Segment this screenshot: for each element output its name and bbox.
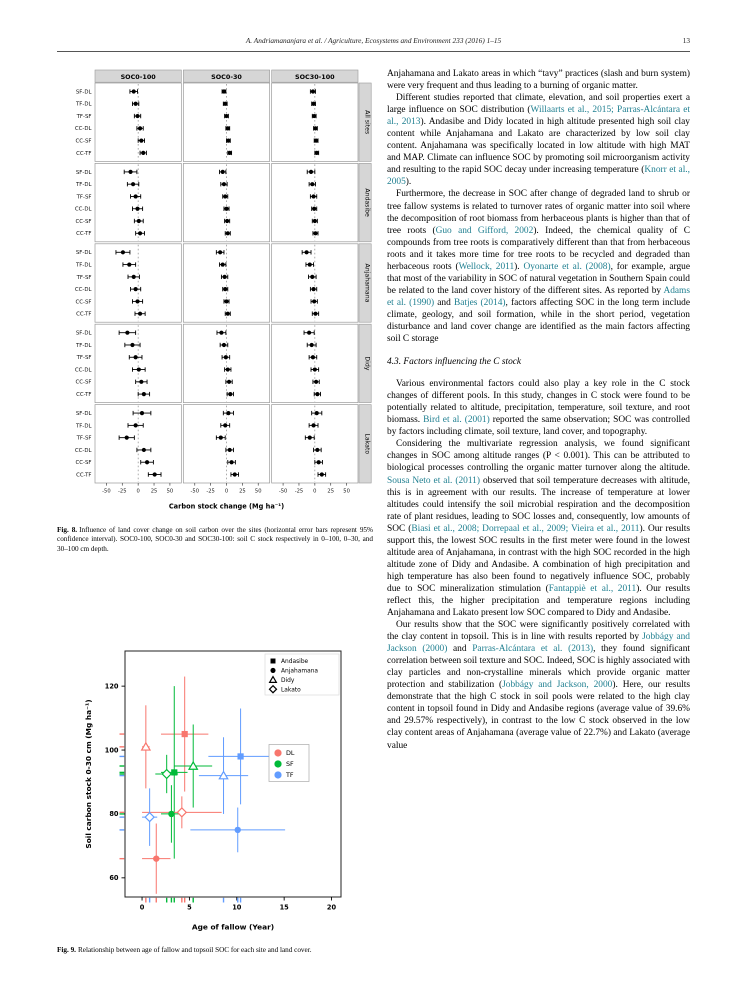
fig9-caption [57, 946, 373, 955]
svg-text:SF-DL: SF-DL [75, 250, 92, 257]
svg-text:TF: TF [286, 771, 294, 780]
fig8-caption [57, 526, 373, 554]
paragraph [387, 619, 690, 752]
svg-text:100: 100 [104, 746, 119, 755]
svg-text:0: 0 [136, 488, 140, 495]
svg-text:Anjahamana: Anjahamana [281, 668, 319, 675]
citation-link[interactable]: Biasi et al., 2008; Dorrepaal et al., 2009; Vieira et al., 2011 [411, 523, 640, 534]
svg-text:SF: SF [286, 760, 294, 769]
svg-text:20: 20 [326, 903, 337, 912]
text-run: ). Andasibe and Didy located in high altitude presented high soil clay content while Anjahamana and Lakato are characterized by low soil clay content. Anjahamana was specifically located in low altitude with high MAT and MAP. Climate can influence SOC by promoting soil microorganism activity and resulting to the rapid SOC decay under increasing temperature ( [387, 117, 690, 176]
svg-text:TF-DL: TF-DL [76, 182, 92, 189]
svg-text:25: 25 [239, 488, 246, 495]
svg-text:TF-DL: TF-DL [76, 342, 92, 349]
svg-text:TF-DL: TF-DL [76, 101, 92, 108]
citation-link[interactable]: Adams et al. (1990) [387, 285, 690, 308]
text-run: Considering the multivariate regression analysis, we found significant changes in SOC among altitude ranges (P < 0.001). This can be attributed to biological processes controlling the organic matter turnover along the altitude. [387, 439, 690, 474]
svg-text:SF-DL: SF-DL [75, 169, 92, 176]
text-run: , for example, argue that most of the variability in SOC of natural vegetation in Southern Spain could be related to the land cover history of the different sites. As reported by [387, 261, 690, 296]
svg-text:-25: -25 [294, 488, 304, 495]
svg-text:TF-DL: TF-DL [76, 262, 92, 269]
text-run: Different studies reported that climate, elevation, and soil properties exert a large influence on SOC distribution ( [387, 93, 690, 116]
svg-text:-25: -25 [118, 488, 127, 495]
svg-text:15: 15 [279, 903, 289, 912]
running-title: A. Andriamananjara et al. / Agriculture, Ecosystems and Environment 233 (2016) 1–15 [245, 36, 502, 45]
paragraph [387, 378, 690, 438]
citation-link[interactable]: Bird et al. (2001) [423, 415, 490, 426]
svg-text:50: 50 [166, 488, 174, 495]
citation-link[interactable]: Guo and Gifford, 2002 [435, 225, 534, 236]
fig9-caption-label: Fig. 9. [57, 946, 76, 955]
svg-text:25: 25 [150, 488, 158, 495]
svg-text:SF-DL: SF-DL [75, 411, 92, 417]
citation-link[interactable]: Wellock, 2011 [458, 261, 515, 272]
text-run: and [447, 644, 473, 655]
text-run: , they found significant correlation between soil texture and SOC. Indeed, SOC is highly associated with clay particles and non-crystalline minerals which provide organic matter protection and stabilization ( [387, 644, 690, 691]
citation-link[interactable]: Fantappiè et al., 2011 [548, 583, 637, 594]
svg-text:Lakato: Lakato [363, 433, 371, 455]
fig8-caption-text: Influence of land cover change on soil carbon over the sites (horizontal error bars represent 95% confidence interval). SOC0-100, SOC0-30 and SOC30-100: soil C stock respectively in 0–100, 0–30, and 30–100 cm depth. [57, 526, 373, 553]
text-run: ). Our results support this, the lowest SOC results in the first meter were found in the lowest altitude area of Anjahamana, in contrast with the high SOC recorded in the high altitude zone of Didy and Andasibe. A combination of high precipitation and high temperature has also been found to negatively influence SOC, probably due to SOC mineralization stimulation ( [387, 523, 690, 594]
svg-text:80: 80 [109, 810, 119, 819]
svg-text:CC-TF: CC-TF [76, 231, 92, 238]
svg-text:25: 25 [327, 488, 335, 495]
text-run: ). [514, 261, 524, 272]
svg-text:-25: -25 [206, 488, 215, 495]
svg-text:CC-TF: CC-TF [76, 311, 92, 318]
text-run: observed that soil temperature decreases with altitude, this is in agreement with our results. The increase of temperature at lower altitudes could intensify the soil microbial respiration and the decomposition rate of plant residues, leading to SOC losses and, consequently, low amounts of SOC ( [387, 475, 690, 534]
citation-link[interactable]: Jobbágy and Jackson (2000) [387, 632, 690, 655]
page-header [57, 36, 690, 52]
text-run: reported the same observation; SOC was controlled by factors including climate, soil texture, land cover, and topography. [387, 415, 690, 438]
svg-text:CC-DL: CC-DL [74, 367, 92, 374]
left-column [57, 68, 373, 956]
svg-text:5: 5 [187, 903, 192, 912]
svg-text:CC-TF: CC-TF [76, 392, 92, 398]
svg-text:CC-SF: CC-SF [75, 299, 92, 306]
text-run: Various environmental factors could also play a key role in the C stock changes of different pools. In this study, changes in C stock were found to be potentially related to altitude, precipitation, temperature, soil texture, and root biomass. [387, 379, 690, 426]
svg-text:CC-TF: CC-TF [76, 472, 92, 479]
fig9-chart-area [81, 642, 349, 939]
svg-text:0: 0 [139, 903, 145, 912]
svg-text:CC-SF: CC-SF [75, 460, 92, 467]
svg-text:Carbon stock change (Mg ha⁻¹): Carbon stock change (Mg ha⁻¹) [168, 502, 285, 511]
svg-text:All sites: All sites [363, 110, 371, 135]
citation-link[interactable]: Knorr et al., 2005 [387, 165, 690, 188]
paragraph [387, 188, 690, 345]
svg-text:CC-DL: CC-DL [74, 126, 92, 133]
svg-text:TF-DL: TF-DL [76, 423, 92, 430]
svg-text:-50: -50 [278, 488, 288, 495]
svg-text:CC-DL: CC-DL [74, 206, 92, 213]
svg-text:CC-DL: CC-DL [74, 287, 92, 294]
citation-link[interactable]: Oyonarte et al. (2008) [523, 261, 611, 272]
svg-text:120: 120 [104, 682, 119, 691]
svg-text:SOC30-100: SOC30-100 [295, 73, 335, 82]
svg-text:SOC0-30: SOC0-30 [211, 73, 242, 82]
svg-text:50: 50 [254, 488, 262, 495]
svg-text:0: 0 [224, 488, 229, 495]
citation-link[interactable]: Jobbágy and Jackson, 2000 [502, 680, 613, 691]
svg-text:TF-SF: TF-SF [76, 435, 92, 442]
svg-text:Andasibe: Andasibe [363, 188, 371, 217]
text-run: and [434, 297, 454, 308]
svg-text:Soil carbon stock 0-30 cm (Mg: Soil carbon stock 0-30 cm (Mg ha⁻¹) [84, 699, 93, 849]
svg-text:CC-SF: CC-SF [75, 218, 92, 225]
text-run: Our results show that the SOC were significantly positively correlated with the clay content in topsoil. This is in line with results reported by [387, 620, 690, 643]
section-heading: 4.3. Factors influencing the C stock [387, 357, 522, 368]
text-run: Anjahamana and Lakato areas in which “tavy” practices (slash and burn system) were very frequent and thus leading to a burning of organic matter. [387, 69, 690, 92]
svg-text:SF-DL: SF-DL [75, 89, 92, 96]
svg-text:Age of fallow (Year): Age of fallow (Year) [191, 922, 275, 932]
svg-text:Anjahamana: Anjahamana [363, 263, 371, 303]
paragraph [387, 438, 690, 619]
svg-text:Andasibe: Andasibe [281, 659, 309, 666]
svg-text:50: 50 [343, 488, 350, 495]
citation-link[interactable]: Willaarts et al., 2015; Parras-Alcántara et al., 2013 [387, 105, 690, 128]
text-run: ). [405, 177, 412, 188]
svg-text:CC-DL: CC-DL [74, 447, 92, 454]
svg-text:10: 10 [232, 903, 242, 912]
svg-text:Lakato: Lakato [281, 687, 301, 694]
citation-link[interactable]: Sousa Neto et al. (2011) [387, 475, 480, 486]
svg-text:TF-SF: TF-SF [76, 194, 92, 201]
page-number: 13 [682, 36, 690, 45]
paragraph [387, 92, 690, 188]
svg-text:0: 0 [313, 488, 317, 495]
two-column-layout [57, 68, 690, 956]
svg-text:CC-SF: CC-SF [75, 379, 92, 386]
fig8-forest-plot [57, 68, 373, 514]
svg-text:CC-TF: CC-TF [76, 150, 92, 157]
text-run: ). Our results reflect this, the higher precipitation and temperature regions including Anjahamana and Lakato present low SOC compared to Didy and Andasibe. [387, 583, 690, 619]
fig9-caption-text: Relationship between age of fallow and topsoil SOC for each site and land cover. [77, 946, 312, 955]
fig8-caption-label: Fig. 8. [57, 526, 78, 534]
text-run: ). Here, our results demonstrate that the high C stock in soil pools were related to the high clay content in topsoil found in Didy and Andasibe regions (average value of 39.6% and 29.57% respectively), in contrast to the low C stock observed in the low clay content areas of Anjahamana (average value of 22.7%) and Lakato (average value [387, 680, 691, 751]
text-run: , factors affecting SOC in the long term include climate, geology, and soil formation, while in the short period, vegetation disturbance and land cover change are identified as the main factors affecting soil C storage [387, 297, 690, 345]
text-run: Furthermore, the decrease in SOC after change of degraded land to shrub or tree fallow systems is related to turnover rates of organic matter into soil where the decomposition of root biomass from herbaceous plants is higher than that of tree roots ( [387, 189, 690, 236]
fig9-scatter-plot [81, 642, 349, 934]
svg-text:Didy: Didy [281, 678, 295, 685]
svg-text:SF-DL: SF-DL [75, 330, 92, 337]
citation-link[interactable]: Parras-Alcántara et al. (2013) [472, 644, 594, 655]
svg-text:TF-SF: TF-SF [76, 274, 92, 281]
svg-text:CC-SF: CC-SF [75, 138, 92, 145]
paragraph [387, 68, 690, 92]
svg-text:TF-SF: TF-SF [76, 113, 92, 120]
svg-text:TF-SF: TF-SF [76, 355, 92, 362]
text-run: ). Indeed, the chemical quality of C compounds from tree roots is comparatively different than that from herbaceous roots and it takes more time for tree roots to be recycled and degraded than herbaceous roots ( [387, 225, 691, 272]
article-text-column [387, 68, 690, 956]
citation-link[interactable]: Batjes (2014) [453, 297, 506, 308]
figure-8 [57, 68, 373, 554]
svg-text:SOC0-100: SOC0-100 [120, 73, 156, 82]
svg-text:DL: DL [286, 749, 295, 758]
svg-text:60: 60 [109, 874, 119, 883]
figure-9 [57, 642, 373, 955]
svg-text:Didy: Didy [363, 356, 371, 371]
svg-text:-50: -50 [190, 488, 200, 495]
svg-text:-50: -50 [102, 488, 111, 495]
